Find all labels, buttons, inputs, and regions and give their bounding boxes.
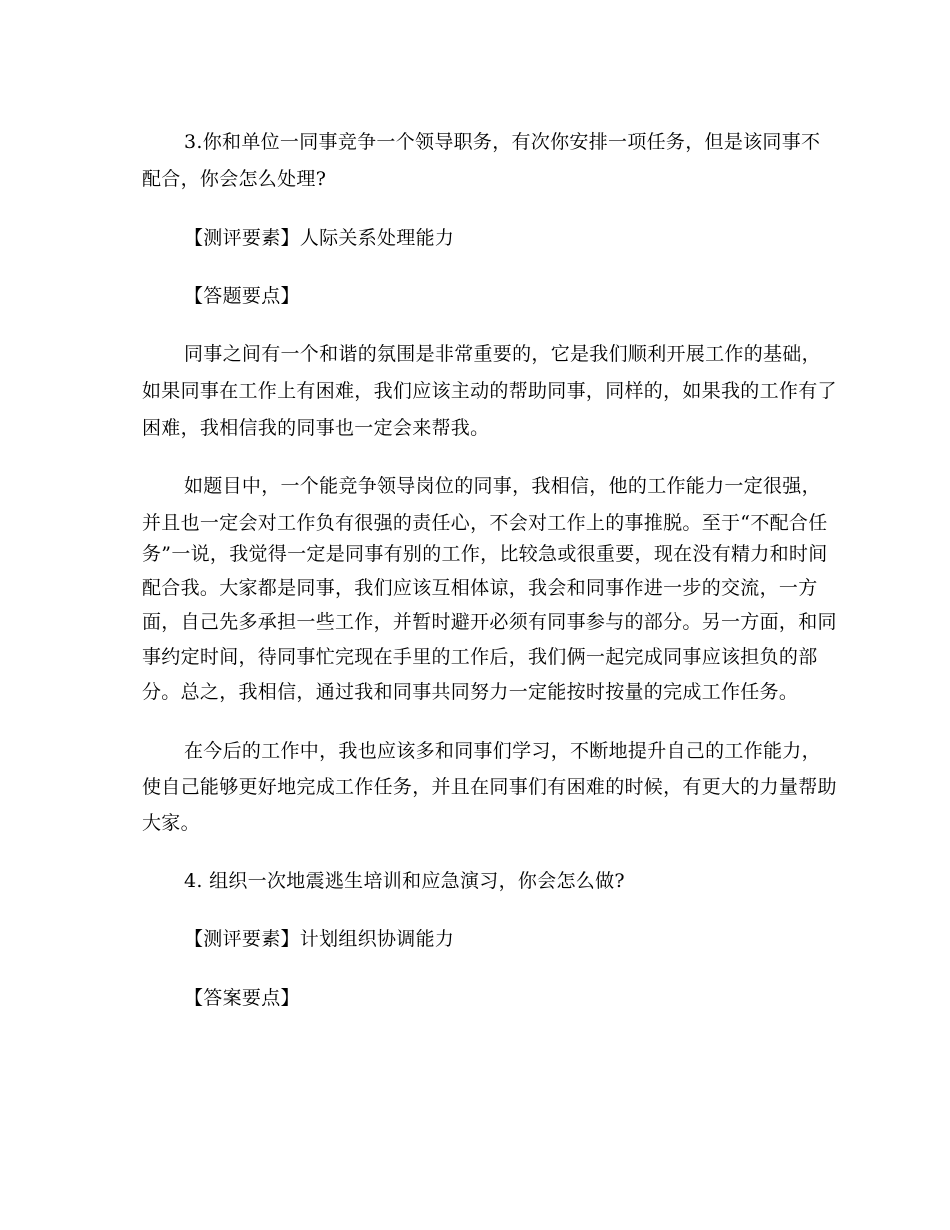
question-3-criteria: 【测评要素】人际关系处理能力 [184, 227, 455, 249]
paragraph-3-line: 在今后的工作中，我也应该多和同事们学习，不断地提升自己的工作能力， [184, 740, 821, 762]
paragraph-3-line: 大家。 [142, 812, 200, 834]
paragraph-2-line: 配合我。大家都是同事，我们应该互相体谅，我会和同事作进一步的交流，一方 [142, 577, 818, 599]
question-4-answer-heading: 【答案要点】 [184, 987, 300, 1009]
paragraph-2-line: 务”一说，我觉得一定是同事有别的工作，比较急或很重要，现在没有精力和时间 [142, 543, 828, 565]
paragraph-2-line: 并且也一定会对工作负有很强的责任心，不会对工作上的事推脱。至于“不配合任 [142, 512, 828, 534]
paragraph-1-line: 如果同事在工作上有困难，我们应该主动的帮助同事，同样的，如果我的工作有了 [142, 380, 837, 402]
question-3-title-line-1: 3.你和单位一同事竞争一个领导职务，有次你安排一项任务，但是该同事不 [184, 131, 821, 153]
paragraph-2-line: 事约定时间，待同事忙完现在手里的工作后，我们俩一起完成同事应该担负的部 [142, 646, 818, 668]
paragraph-2-line: 如题目中，一个能竞争领导岗位的同事，我相信，他的工作能力一定很强， [184, 475, 821, 497]
question-4-title: 4. 组织一次地震逃生培训和应急演习，你会怎么做? [184, 870, 625, 892]
paragraph-3-line: 使自己能够更好地完成工作任务，并且在同事们有困难的时候，有更大的力量帮助 [142, 776, 837, 798]
question-4-criteria: 【测评要素】计划组织协调能力 [184, 928, 455, 950]
paragraph-1-line: 同事之间有一个和谐的氛围是非常重要的，它是我们顺利开展工作的基础， [184, 343, 821, 365]
paragraph-2-line: 分。总之，我相信，通过我和同事共同努力一定能按时按量的完成工作任务。 [142, 681, 799, 703]
paragraph-1-line: 困难，我相信我的同事也一定会来帮我。 [142, 417, 490, 439]
question-3-title-line-2: 配合，你会怎么处理? [142, 168, 327, 190]
question-3-answer-heading: 【答题要点】 [184, 285, 300, 307]
paragraph-2-line: 面，自己先多承担一些工作，并暂时避开必须有同事参与的部分。另一方面，和同 [142, 611, 837, 633]
